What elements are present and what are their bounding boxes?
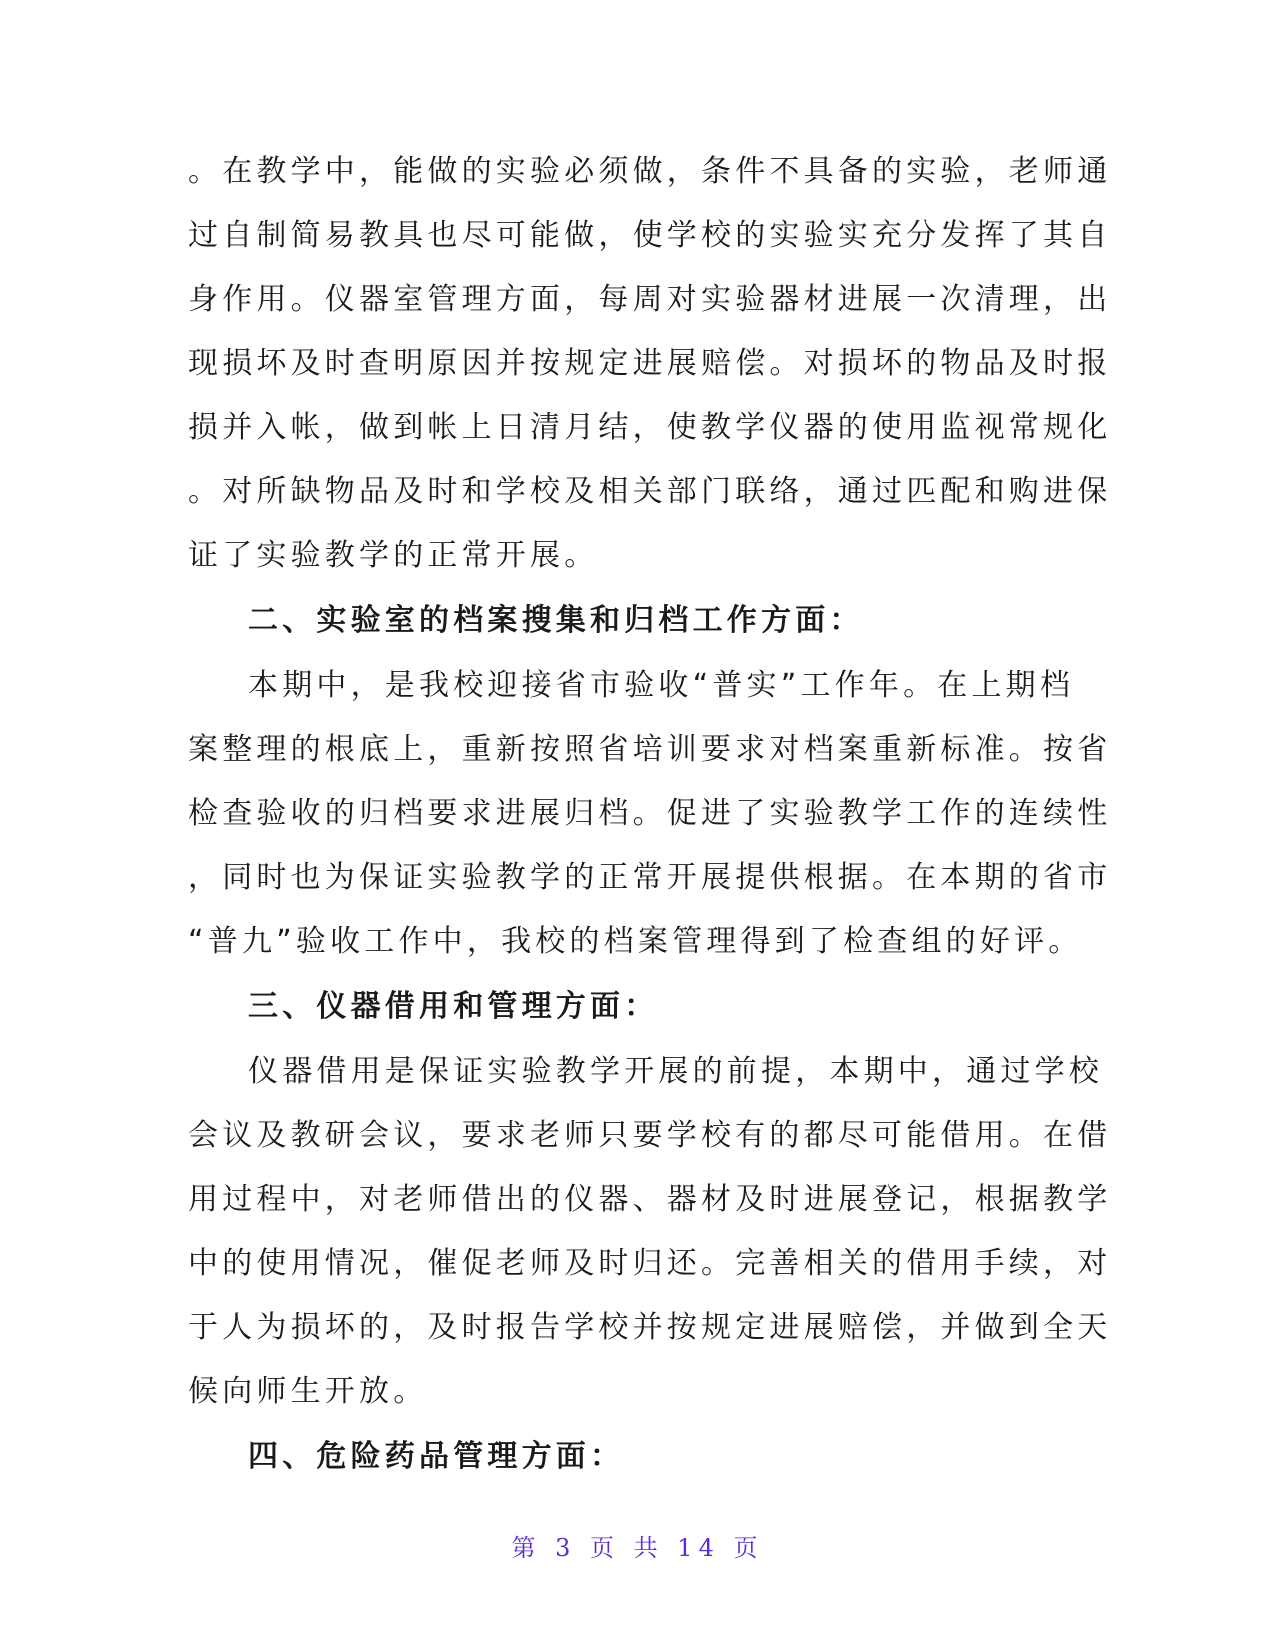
- text-line: ，同时也为保证实验教学的正常开展提供根据。在本期的省市: [188, 860, 1112, 895]
- text-line: 用过程中，对老师借出的仪器、器材及时进展登记，根据教学: [188, 1182, 1112, 1217]
- paragraph-first-line: 仪器借用是保证实验教学开展的前提，本期中，通过学校: [248, 1054, 1103, 1089]
- section-heading: 二、实验室的档案搜集和归档工作方面：: [248, 603, 864, 638]
- text-line: 证了实验教学的正常开展。: [188, 538, 599, 573]
- document-body: [188, 140, 1112, 1490]
- text-line: 案整理的根底上，重新按照省培训要求对档案重新标准。按省: [188, 732, 1112, 767]
- text-line: 。对所缺物品及时和学校及相关部门联络，通过匹配和购进保: [188, 474, 1112, 509]
- text-line: 损并入帐，做到帐上日清月结，使教学仪器的使用监视常规化: [188, 410, 1112, 445]
- paragraph-first-line: 本期中，是我校迎接省市验收“普实”工作年。在上期档: [248, 668, 1075, 703]
- text-line: 过自制简易教具也尽可能做，使学校的实验实充分发挥了其自: [188, 218, 1112, 253]
- section-heading: 四、危险药品管理方面：: [248, 1439, 625, 1474]
- section-heading: 三、仪器借用和管理方面：: [248, 989, 659, 1024]
- text-line: 候向师生开放。: [188, 1374, 428, 1409]
- text-line: 会议及教研会议，要求老师只要学校有的都尽可能借用。在借: [188, 1118, 1112, 1153]
- text-line: 中的使用情况，催促老师及时归还。完善相关的借用手续，对: [188, 1246, 1112, 1281]
- text-line: 。在教学中，能做的实验必须做，条件不具备的实验，老师通: [188, 154, 1112, 189]
- text-line: “普九”验收工作中，我校的档案管理得到了检查组的好评。: [188, 924, 1083, 959]
- text-line: 身作用。仪器室管理方面，每周对实验器材进展一次清理，出: [188, 282, 1112, 317]
- page-number-footer: 第 3 页 共 14 页: [511, 1534, 764, 1562]
- text-line: 现损坏及时查明原因并按规定进展赔偿。对损坏的物品及时报: [188, 346, 1112, 381]
- text-line: 检查验收的归档要求进展归档。促进了实验教学工作的连续性: [188, 796, 1112, 831]
- text-line: 于人为损坏的，及时报告学校并按规定进展赔偿，并做到全天: [188, 1310, 1112, 1345]
